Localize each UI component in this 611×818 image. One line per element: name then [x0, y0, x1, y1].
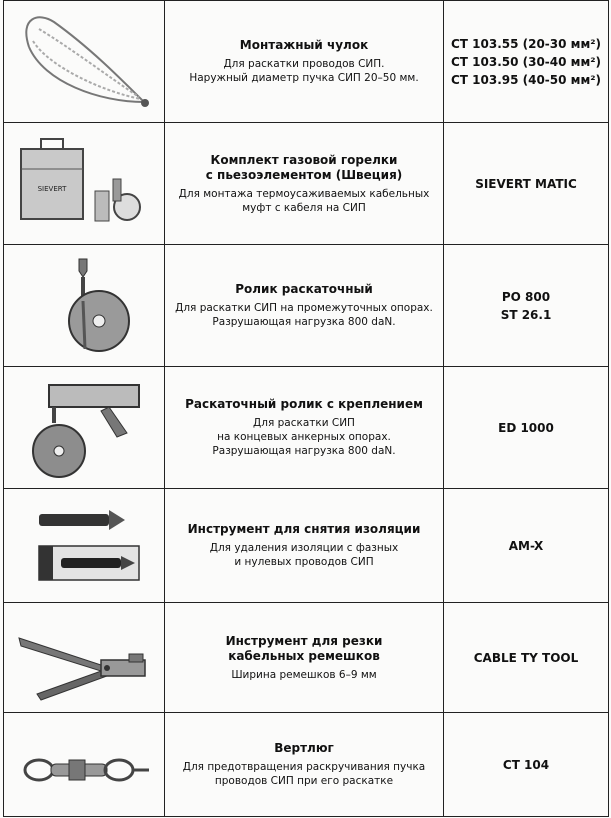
code-cell [444, 603, 609, 713]
item-title: Раскаточный ролик с креплением [185, 397, 423, 411]
item-code: CT 103.95 (40-50 мм²) [450, 72, 602, 87]
swivel-icon [9, 720, 159, 810]
item-title: Вертлюг [274, 741, 334, 755]
image-cell [4, 713, 165, 817]
item-title: Монтажный чулок [239, 38, 369, 52]
item-description: Для удаления изоляции с фазных и нулевых проводов СИП [209, 542, 399, 568]
item-code: AM-X [508, 538, 544, 553]
item-title: Комплект газовой горелки с пьезоэлементом (Швеция) [205, 152, 403, 182]
code-cell [444, 367, 609, 489]
table-row [4, 603, 609, 713]
code-cell [444, 489, 609, 603]
pulley-with-clamp-icon [9, 373, 159, 483]
image-cell [4, 489, 165, 603]
case-label: SIEVERT [37, 184, 67, 193]
description-cell [165, 489, 444, 603]
item-description: Для раскатки СИП на промежуточных опорах. Разрушающая нагрузка 800 daN. [175, 302, 433, 328]
item-title: Инструмент для снятия изоляции [187, 522, 421, 536]
image-cell [4, 123, 165, 245]
item-description: Для раскатки СИП на концевых анкерных опорах. Разрушающая нагрузка 800 daN. [212, 417, 396, 457]
table-row [4, 489, 609, 603]
image-cell [4, 1, 165, 123]
item-code: SIEVERT MATIC [475, 176, 577, 191]
item-code: ED 1000 [498, 420, 554, 435]
item-code: CABLE TY TOOL [473, 650, 579, 665]
image-cell [4, 603, 165, 713]
description-cell [165, 603, 444, 713]
item-description: Для раскатки проводов СИП. Наружный диаметр пучка СИП 20–50 мм. [189, 58, 419, 84]
stripping-tool-icon [9, 496, 159, 596]
code-cell [444, 123, 609, 245]
table-row [4, 713, 609, 817]
item-description: Для предотвращения раскручивания пучка проводов СИП при его раскатке [182, 761, 426, 787]
item-code: PO 800 [501, 289, 551, 304]
item-code: ST 26.1 [500, 307, 552, 322]
code-cell [444, 1, 609, 123]
table-row [4, 245, 609, 367]
item-description: Для монтажа термоусаживаемых кабельных муфт с кабеля на СИП [178, 187, 430, 214]
code-cell [444, 245, 609, 367]
description-cell [165, 245, 444, 367]
table-row [4, 123, 609, 245]
item-description: Ширина ремешков 6–9 мм [231, 668, 377, 681]
item-code: CT 103.55 (20-30 мм²) [450, 36, 602, 51]
cable-grip-icon [9, 7, 159, 117]
description-cell [165, 1, 444, 123]
item-title: Инструмент для резки кабельных ремешков [225, 633, 383, 663]
tools-table [3, 0, 609, 817]
cable-tie-tool-icon [9, 608, 159, 708]
description-cell [165, 713, 444, 817]
table-row [4, 1, 609, 123]
gas-torch-kit-icon [9, 129, 159, 239]
item-code: CT 104 [502, 757, 550, 772]
image-cell [4, 367, 165, 489]
description-cell [165, 367, 444, 489]
item-title: Ролик раскаточный [235, 282, 373, 296]
description-cell [165, 123, 444, 245]
pulley-icon [9, 251, 159, 361]
table-row [4, 367, 609, 489]
image-cell [4, 245, 165, 367]
code-cell [444, 713, 609, 817]
item-code: CT 103.50 (30-40 мм²) [450, 54, 602, 69]
